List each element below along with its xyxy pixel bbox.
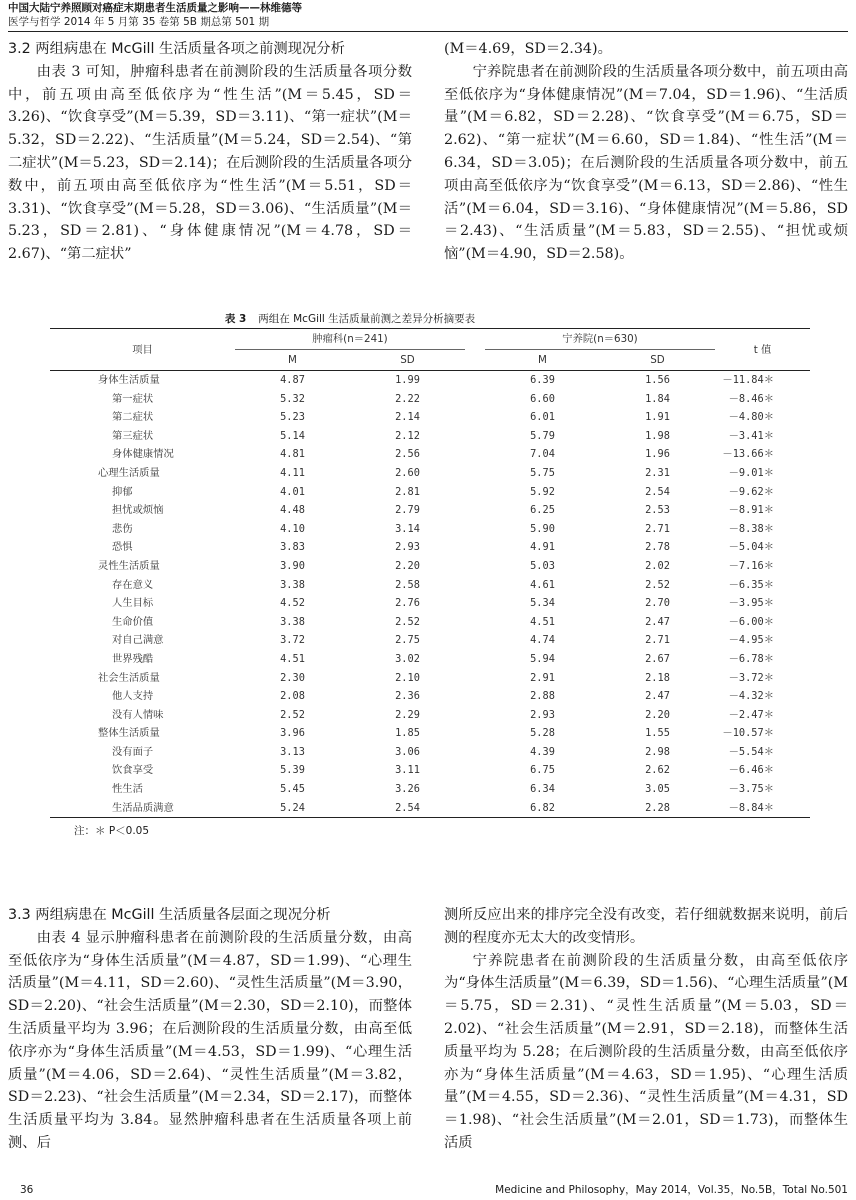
row-sd-hospice: 2.98 [645,745,670,758]
row-sd-oncology: 1.99 [395,374,420,386]
row-sd-oncology: 2.81 [395,485,420,498]
row-m-oncology: 4.87 [280,374,305,386]
row-t-value: －11.84＊ [722,374,774,386]
row-sd-hospice: 3.05 [645,783,670,796]
row-t-value: －3.41＊ [728,429,774,442]
row-m-hospice: 6.34 [530,783,555,796]
table-row [50,799,810,818]
body-paragraph: 宁养院患者在前测阶段的生活质量分数，由高至低依序为“身体生活质量”(M＝6.39，SD＝1.56)、“心理生活质量”(M＝5.75，SD＝2.31)、“灵性生活质量”(M＝5.03，SD＝2.02)、“社会生活质量”(M＝2.91，SD＝2.18)，而整体生活质量平均为 5.28；在后测阶段的生活质量分数，由高至低依序亦为“身体生活质量”(M＝4.63，SD＝1.95)、“心理生活质量”(M＝4.55，SD＝2.36)、“灵性生活质量”(M＝4.31，SD＝1.98)、“社会生活质量”(M＝2.01，SD＝1.73)，而整体生活质 [444,952,848,1151]
section-heading-3-3: 3.3 两组病患在 McGill 生活质量各层面之现况分析 [8,907,331,923]
row-m-hospice: 5.92 [530,485,555,498]
table-3 [50,310,810,838]
body-paragraph-continuation: (M＝4.69，SD＝2.34)。 [444,41,612,57]
row-sd-oncology: 2.10 [395,671,420,684]
row-m-hospice: 5.03 [530,559,555,572]
row-t-value: －4.32＊ [728,690,774,703]
running-head-issue: 医学与哲学 2014 年 5 月第 35 卷第 5B 期总第 501 期 [8,16,270,28]
row-item: 世界残酷 [112,652,154,665]
row-item: 身体生活质量 [98,374,160,386]
row-sd-oncology: 2.93 [395,541,420,554]
row-sd-oncology: 3.14 [395,522,420,535]
row-sd-oncology: 2.56 [395,448,420,461]
row-m-hospice: 6.60 [530,392,555,405]
row-t-value: －4.95＊ [728,634,774,647]
row-spacer [465,761,485,780]
row-spacer [465,371,485,390]
row-item: 生命价值 [112,615,154,628]
row-sd-hospice: 1.98 [645,429,670,442]
row-sd-oncology: 2.22 [395,392,420,405]
row-m-oncology: 4.48 [280,504,305,517]
row-sd-oncology: 2.12 [395,429,420,442]
row-m-oncology: 5.45 [280,783,305,796]
row-item: 灵性生活质量 [98,559,160,572]
row-m-oncology: 5.23 [280,411,305,424]
table-row [50,427,810,446]
row-sd-hospice: 2.78 [645,541,670,554]
running-head [8,2,848,32]
row-spacer [465,613,485,632]
row-sd-oncology: 2.14 [395,411,420,424]
row-item: 性生活 [112,783,143,796]
table-row [50,408,810,427]
row-sd-oncology: 2.79 [395,504,420,517]
row-item: 存在意义 [112,578,154,591]
row-t-value: －3.75＊ [728,783,774,796]
row-item: 恐惧 [112,541,133,554]
row-spacer [465,706,485,725]
row-spacer [465,687,485,706]
row-sd-oncology: 3.26 [395,783,420,796]
row-sd-hospice: 2.62 [645,764,670,777]
row-t-value: －8.38＊ [728,522,774,535]
row-m-hospice: 5.94 [530,652,555,665]
row-m-hospice: 4.51 [530,615,555,628]
row-spacer [465,445,485,464]
row-t-value: －5.04＊ [728,541,774,554]
row-t-value: －6.35＊ [728,578,774,591]
right-column-top [444,38,848,266]
row-m-oncology: 2.30 [280,671,305,684]
left-column-bottom [8,904,412,1155]
right-column-bottom [444,904,848,1155]
row-sd-oncology: 2.36 [395,690,420,703]
page-number: 36 [20,1184,34,1196]
row-spacer [465,483,485,502]
row-m-hospice: 5.90 [530,522,555,535]
table-row [50,538,810,557]
body-paragraph: 宁养院患者在前测阶段的生活质量各项分数中，前五项由高至低依序为“身体健康情况”(M＝7.04，SD＝1.96)、“生活质量”(M＝6.82，SD＝2.28)、“饮食享受”(M＝6.75，SD＝2.62)、“第一症状”(M＝6.60，SD＝1.84)、“性生活”(M＝6.34，SD＝3.05)；在后测阶段的生活质量各项分数中，前五项由高至低依序为“饮食享受”(M＝6.13，SD＝2.86)、“性生活”(M＝6.04，SD＝3.16)、“身体健康情况”(M＝5.86，SD＝2.43)、“生活质量”(M＝5.83，SD＝2.55)、“担忧或烦恼”(M＝4.90，SD＝2.58)。 [444,63,848,263]
row-item: 心理生活质量 [98,466,160,479]
row-m-hospice: 2.91 [530,671,555,684]
row-sd-oncology: 2.76 [395,597,420,610]
row-spacer [465,799,485,818]
row-m-hospice: 6.01 [530,411,555,424]
journal-citation: Medicine and Philosophy，May 2014，Vol.35，No.5B，Total No.501 [495,1184,848,1196]
table-row [50,520,810,539]
section-heading-3-2: 3.2 两组病患在 McGill 生活质量各项之前测现况分析 [8,41,345,57]
table-body [50,371,810,818]
row-sd-oncology: 3.06 [395,745,420,758]
row-sd-hospice: 2.52 [645,578,670,591]
row-sd-hospice: 1.56 [645,374,670,386]
table-row [50,557,810,576]
table-title: 两组在 McGill 生活质量前测之差异分析摘要表 [258,313,476,325]
row-t-value: －5.54＊ [728,745,774,758]
row-m-hospice: 5.34 [530,597,555,610]
row-sd-hospice: 2.28 [600,799,715,818]
row-sd-hospice: 2.53 [645,504,670,517]
row-item: 身体健康情况 [112,448,174,461]
row-t-value: －7.16＊ [728,559,774,572]
row-sd-hospice: 2.71 [645,522,670,535]
row-sd-hospice: 2.20 [645,708,670,721]
row-m-hospice: 2.93 [530,708,555,721]
table-row [50,464,810,483]
row-m-oncology: 5.32 [280,392,305,405]
row-spacer [465,669,485,688]
row-m-hospice: 4.61 [530,578,555,591]
row-item: 饮食享受 [112,764,154,777]
row-sd-hospice: 2.02 [645,559,670,572]
row-t-value: －4.80＊ [728,411,774,424]
row-spacer [465,650,485,669]
row-t-value: －8.91＊ [728,504,774,517]
row-item: 人生目标 [112,597,154,610]
row-m-hospice: 6.39 [530,374,555,386]
row-sd-oncology: 3.11 [395,764,420,777]
table-row [50,669,810,688]
row-sd-hospice: 2.31 [645,466,670,479]
row-sd-hospice: 2.47 [645,615,670,628]
row-sd-oncology: 2.20 [395,559,420,572]
row-spacer [465,743,485,762]
header-rule [8,31,848,32]
row-item: 第二症状 [112,411,154,424]
row-item: 他人支持 [112,690,154,703]
header-m2: M [485,350,600,371]
row-m-hospice: 6.75 [530,764,555,777]
row-spacer [465,780,485,799]
table-row [50,576,810,595]
body-paragraph: 由表 4 显示肿瘤科患者在前测阶段的生活质量分数，由高至低依序为“身体生活质量”(M＝4.87，SD＝1.99)、“心理生活质量”(M＝4.11，SD＝2.60)、“灵性生活质量”(M＝3.90，SD＝2.20)、“社会生活质量”(M＝2.30，SD＝2.10)，而整体生活质量平均为 3.96；在后测阶段的生活质量分数，由高至低依序亦为“身体生活质量”(M＝4.53，SD＝1.99)、“心理生活质量”(M＝4.06，SD＝2.64)、“灵性生活质量”(M＝3.82，SD＝2.23)、“社会生活质量”(M＝2.34，SD＝2.17)，而整体生活质量平均为 3.84。显然肿瘤科患者在生活质量各项上前测、后 [8,929,412,1151]
table-row [50,687,810,706]
table-row [50,594,810,613]
row-m-hospice: 7.04 [530,448,555,461]
row-t-value: －6.00＊ [728,615,774,628]
table-caption [50,310,810,328]
row-sd-oncology: 1.85 [395,727,420,740]
row-sd-oncology: 2.52 [395,615,420,628]
row-sd-oncology: 2.58 [395,578,420,591]
row-m-hospice: 2.88 [530,690,555,703]
row-t-value: －3.95＊ [728,597,774,610]
row-sd-oncology: 3.02 [395,652,420,665]
row-spacer [465,724,485,743]
table-row [50,371,810,390]
row-sd-oncology: 2.75 [395,634,420,647]
table-row [50,650,810,669]
header-group-oncology: 肿瘤科(n＝241) [235,329,465,350]
row-m-oncology: 4.11 [280,466,305,479]
table-row [50,761,810,780]
table-row [50,706,810,725]
row-sd-hospice: 1.55 [645,727,670,740]
row-t-value: －3.72＊ [728,671,774,684]
header-m1: M [235,350,350,371]
row-t-value: －13.66＊ [722,448,774,461]
row-item: 第三症状 [112,429,154,442]
left-column-top [8,38,412,266]
row-spacer [465,390,485,409]
row-m-hospice: 6.82 [485,799,600,818]
row-sd-hospice: 1.96 [645,448,670,461]
row-sd-hospice: 2.47 [645,690,670,703]
header-t-value: t 值 [715,329,810,371]
row-m-oncology: 4.81 [280,448,305,461]
row-m-hospice: 5.28 [530,727,555,740]
table-row [50,483,810,502]
header-sd2: SD [600,350,715,371]
row-m-hospice: 4.74 [530,634,555,647]
row-sd-oncology: 2.54 [350,799,465,818]
row-m-oncology: 2.08 [280,690,305,703]
data-table [50,328,810,818]
row-spacer [465,520,485,539]
row-item: 第一症状 [112,392,154,405]
table-row [50,613,810,632]
row-item: 担忧或烦恼 [112,504,164,517]
row-sd-hospice: 2.67 [645,652,670,665]
table-row [50,743,810,762]
table-row [50,631,810,650]
row-t-value: －2.47＊ [728,708,774,721]
row-m-oncology: 4.10 [280,522,305,535]
row-sd-hospice: 2.70 [645,597,670,610]
row-m-oncology: 5.14 [280,429,305,442]
row-m-hospice: 4.91 [530,541,555,554]
row-m-oncology: 2.52 [280,708,305,721]
header-sd1: SD [350,350,465,371]
row-sd-hospice: 2.54 [645,485,670,498]
row-m-oncology: 3.90 [280,559,305,572]
row-item: 没有面子 [112,745,154,758]
body-paragraph: 由表 3 可知，肿瘤科患者在前测阶段的生活质量各项分数中，前五项由高至低依序为“性生活”(M＝5.45，SD＝3.26)、“饮食享受”(M＝5.39，SD＝3.11)、“第一症状”(M＝5.32，SD＝2.22)、“生活质量”(M＝5.24，SD＝2.54)、“第二症状”(M＝5.23，SD＝2.14)；在后测阶段的生活质量各项分数中，前五项由高至低依序为“性生活”(M＝5.51，SD＝3.31)、“饮食享受”(M＝5.28，SD＝3.06)、“生活质量”(M＝5.23，SD＝2.81)、“身体健康情况”(M＝4.78，SD＝2.67)、“第二症状” [8,63,412,263]
row-m-hospice: 6.25 [530,504,555,517]
row-m-hospice: 4.39 [530,745,555,758]
running-head-title: 中国大陆宁养照顾对癌症末期患者生活质量之影响——林维德等 [8,2,302,14]
row-t-value: －9.62＊ [728,485,774,498]
row-t-value: －8.84＊ [715,799,810,818]
row-sd-oncology: 2.60 [395,466,420,479]
table-row [50,501,810,520]
row-spacer [465,427,485,446]
row-m-oncology: 3.96 [280,727,305,740]
row-item: 整体生活质量 [98,727,160,740]
row-spacer [465,464,485,483]
table-row [50,445,810,464]
row-item: 悲伤 [112,522,133,535]
table-row [50,780,810,799]
header-group-hospice: 宁养院(n＝630) [485,329,715,350]
row-item: 抑郁 [112,485,133,498]
row-t-value: －8.46＊ [728,392,774,405]
row-m-oncology: 3.83 [280,541,305,554]
row-m-hospice: 5.79 [530,429,555,442]
table-note: 注：＊ P＜0.05 [74,825,150,838]
row-t-value: －10.57＊ [722,727,774,740]
row-sd-hospice: 1.91 [645,411,670,424]
row-m-oncology: 4.51 [280,652,305,665]
row-item: 社会生活质量 [98,671,160,684]
header-item: 项目 [50,329,235,371]
row-sd-hospice: 2.71 [645,634,670,647]
row-m-oncology: 4.01 [280,485,305,498]
row-spacer [465,538,485,557]
row-item: 对自己满意 [112,634,164,647]
table-row [50,724,810,743]
row-m-oncology: 3.13 [280,745,305,758]
row-spacer [465,408,485,427]
body-paragraph-continuation: 测所反应出来的排序完全没有改变，若仔细就数据来说明，前后测的程度亦无太大的改变情形。 [444,907,848,946]
row-item: 没有人情味 [112,708,164,721]
row-t-value: －6.46＊ [728,764,774,777]
row-m-oncology: 3.38 [280,578,305,591]
table-label: 表 3 [224,313,247,325]
row-sd-hospice: 2.18 [645,671,670,684]
row-m-oncology: 4.52 [280,597,305,610]
row-spacer [465,501,485,520]
row-t-value: －9.01＊ [728,466,774,479]
row-item: 生活品质满意 [50,799,235,818]
row-m-hospice: 5.75 [530,466,555,479]
row-spacer [465,631,485,650]
row-m-oncology: 3.38 [280,615,305,628]
row-sd-hospice: 1.84 [645,392,670,405]
row-spacer [465,576,485,595]
row-m-oncology: 5.24 [235,799,350,818]
row-m-oncology: 3.72 [280,634,305,647]
row-spacer [465,557,485,576]
row-spacer [465,594,485,613]
row-sd-oncology: 2.29 [395,708,420,721]
row-m-oncology: 5.39 [280,764,305,777]
row-t-value: －6.78＊ [728,652,774,665]
table-row [50,390,810,409]
